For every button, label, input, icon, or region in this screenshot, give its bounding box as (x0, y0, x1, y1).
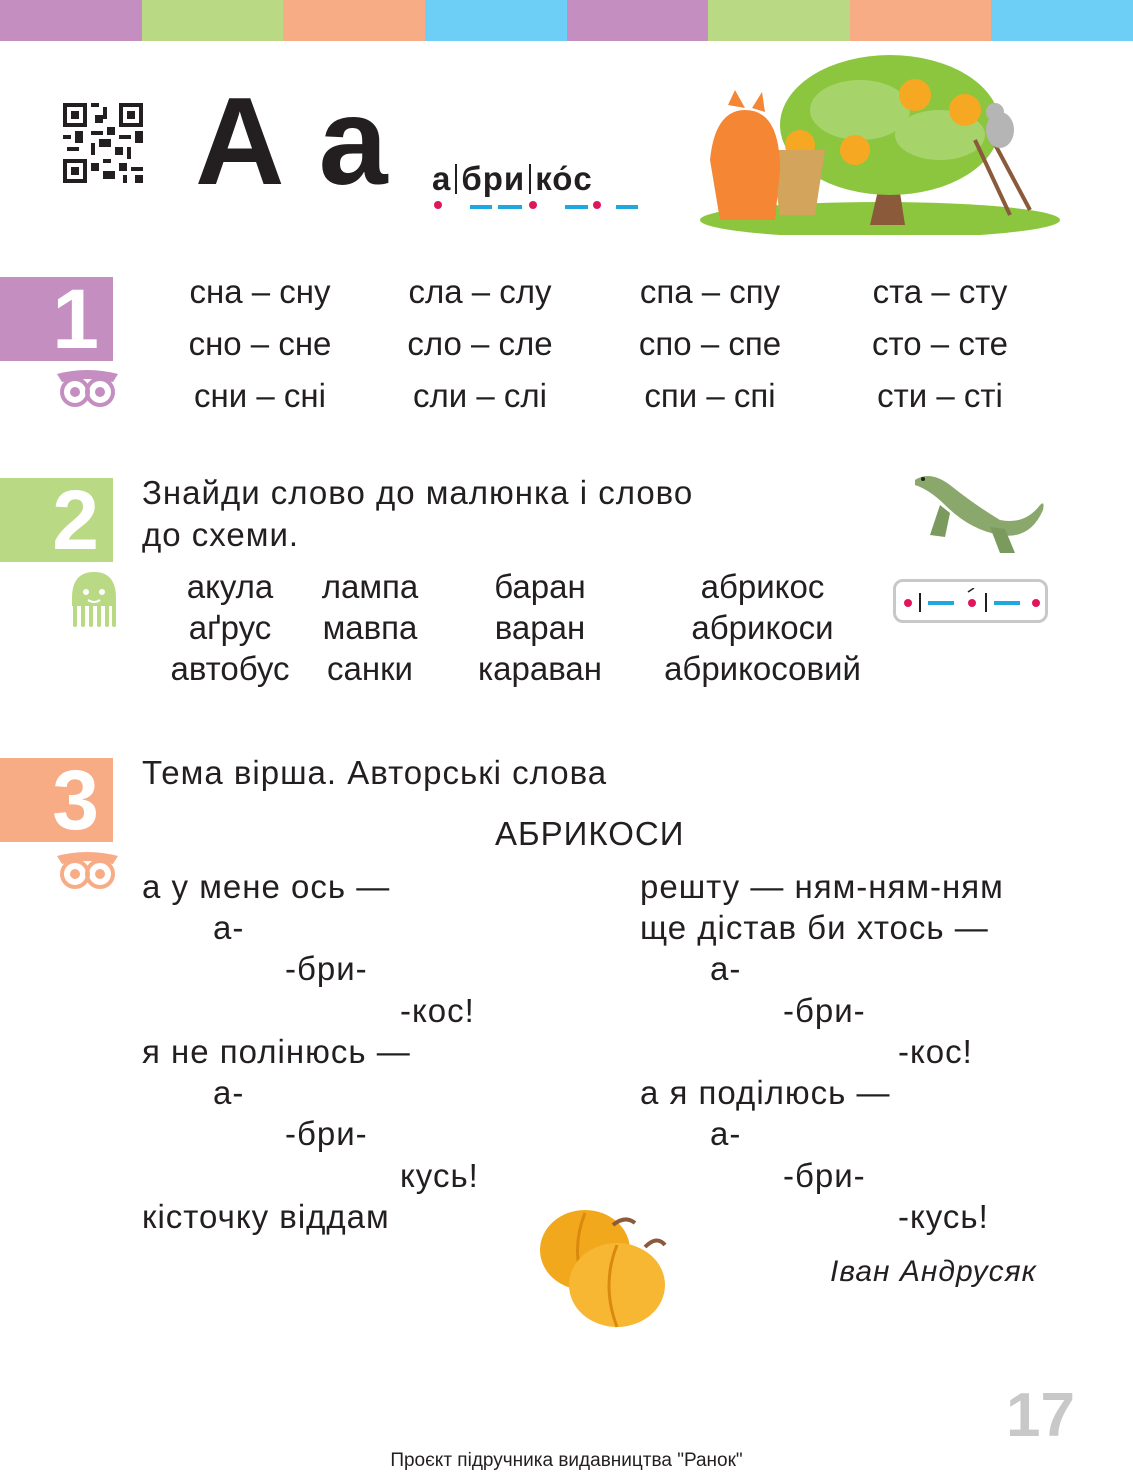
color-strip (567, 0, 709, 41)
syllable-pair: ста – сту (872, 273, 1008, 310)
word: лампа (321, 568, 419, 605)
syllable-pair: сно – сне (188, 325, 332, 362)
owl-eyes-icon (55, 852, 120, 890)
syllable-divider (455, 164, 457, 194)
syllable-pair: сто – сте (872, 325, 1008, 362)
syllable-divider (529, 164, 531, 194)
syllable-pair: сни – сні (194, 377, 326, 414)
letter-upper: А (195, 73, 289, 211)
word: автобус (170, 650, 290, 687)
poem-line: а у мене ось — (142, 868, 391, 905)
word-column (645, 566, 880, 689)
owl-eyes-icon (55, 370, 120, 408)
word-column (150, 566, 310, 689)
poem-line: а я поділюсь — (640, 1074, 891, 1111)
syllable-pair: сна – сну (189, 273, 331, 310)
poem-line: -кос! (400, 992, 475, 1029)
poem-line: а- (213, 909, 245, 946)
sound-scheme-icon (902, 588, 1042, 614)
syllable-table (155, 270, 1055, 426)
poem-line: я не полінюсь — (142, 1033, 411, 1070)
task-text-line: Знайди слово до малюнка і слово (142, 474, 694, 511)
word: мавпа (322, 609, 418, 646)
syllable-pair: спо – спе (638, 325, 782, 362)
syllable: а (432, 160, 452, 197)
syllable-pair: спа – спу (639, 273, 781, 310)
section-number: 3 (0, 758, 113, 842)
poem-line: решту — ням-ням-ням (640, 868, 1004, 905)
word: акула (186, 568, 274, 605)
poem-line: а- (213, 1074, 245, 1111)
word-column (310, 566, 430, 689)
page-number: 17 (1006, 1381, 1075, 1450)
table-row (155, 270, 1055, 322)
poem-title: АБРИКОСИ (495, 815, 685, 852)
poem-line: а- (710, 1115, 742, 1152)
color-strip (283, 0, 425, 41)
poem-line: кісточку віддам (142, 1198, 390, 1235)
octopus-icon (68, 570, 120, 628)
section-number: 2 (0, 478, 113, 562)
word-scheme-card (893, 579, 1048, 623)
syllable: бри (461, 160, 526, 197)
syllable-pair: спи – спі (644, 377, 776, 414)
letter-heading (195, 73, 392, 211)
poem-line: -бри- (783, 1157, 866, 1194)
color-strip (142, 0, 284, 41)
syllable-pair: сла – слу (408, 273, 552, 310)
syllable-pair: сти – сті (877, 377, 1003, 414)
sound-scheme-icon (430, 196, 650, 216)
word: абрикос (700, 568, 825, 605)
word: абрикоси (691, 609, 834, 646)
table-row (155, 322, 1055, 374)
poem-line: ще дістав би хтось — (640, 909, 989, 946)
poem-line: -бри- (285, 950, 368, 987)
poem-line: -бри- (783, 992, 866, 1029)
table-row (155, 374, 1055, 426)
poem-line: -кусь! (898, 1198, 989, 1235)
syllable: ко́с (535, 160, 593, 197)
word: варан (494, 609, 586, 646)
color-strip (708, 0, 850, 41)
syllable-pair: сло – сле (407, 325, 553, 362)
task-text-line: до схеми. (142, 516, 300, 553)
task-text: Тема вірша. Авторські слова (142, 754, 608, 791)
word-column (465, 566, 615, 689)
color-strip (991, 0, 1133, 41)
qr-code-icon[interactable] (63, 103, 143, 183)
poem-line: -кос! (898, 1033, 973, 1070)
syllable-word (432, 160, 593, 198)
cat-mouse-apricot-tree-illustration (690, 50, 1065, 235)
word: абрикосовий (664, 650, 861, 687)
letter-lower: а (318, 73, 392, 211)
word: санки (327, 650, 413, 687)
poem-line: кусь! (400, 1157, 479, 1194)
apricots-illustration (535, 1195, 675, 1335)
word: караван (478, 650, 602, 687)
color-strip (0, 0, 142, 41)
poem-author: Іван Андрусяк (830, 1255, 1037, 1288)
poem-line: -бри- (285, 1115, 368, 1152)
color-strip (850, 0, 992, 41)
word: аґрус (188, 609, 272, 646)
top-color-bar (0, 0, 1133, 41)
section-number: 1 (0, 277, 113, 361)
word: баран (494, 568, 586, 605)
syllable-pair: сли – слі (413, 377, 547, 414)
color-strip (425, 0, 567, 41)
footer-text: Проєкт підручника видавництва "Ранок" (390, 1450, 743, 1471)
monitor-lizard-illustration (905, 465, 1050, 560)
poem-line: а- (710, 950, 742, 987)
